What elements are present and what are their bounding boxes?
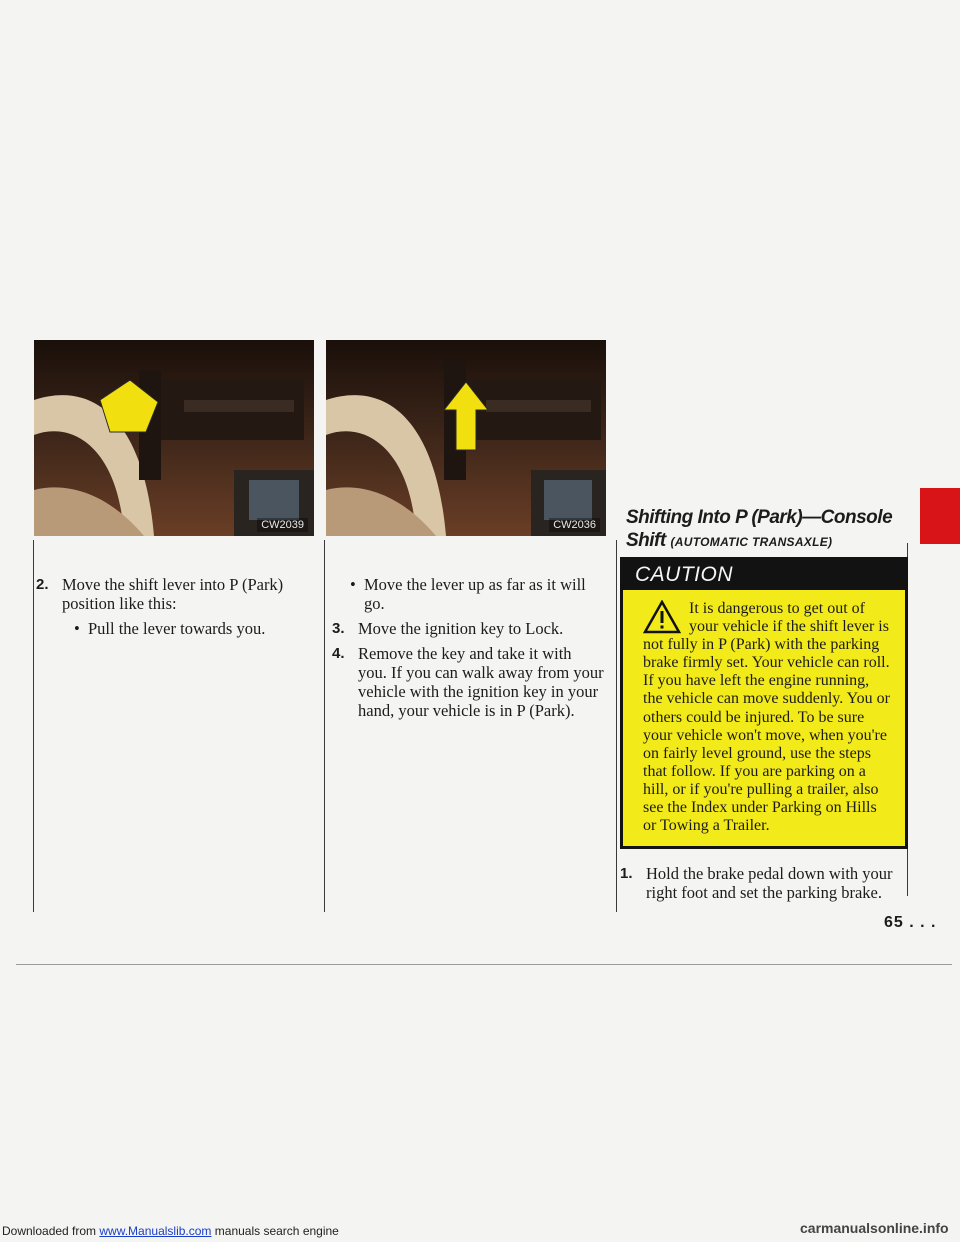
step-number: 3. — [332, 620, 345, 637]
column-1-text — [36, 575, 296, 638]
dashboard-illustration-1 — [34, 340, 314, 536]
column-rule-middle — [324, 540, 325, 912]
section-tab-marker — [920, 488, 960, 544]
step-3 — [332, 619, 604, 638]
step-text: Move the shift lever into P (Park) position like this: — [62, 575, 284, 613]
step-text: Move the ignition key to Lock. — [358, 619, 564, 638]
bullet-pull-lever: • Pull the lever towards you. — [74, 619, 296, 638]
caution-text: It is dangerous to get out of your vehicle if the shift lever is not fully in P (Park) with the parking brake firmly set. Your vehicle can roll. If you have left the engine running, the vehicle can move suddenly. You or others could be injured. To be sure your vehicle won't move, when you're on fairly level ground, use the steps that follow. If you are parking on a hill, or if you're pulling a trailer, also see the Index under Parking on Hills or Towing a Trailer. — [643, 600, 890, 835]
step-2 — [36, 575, 296, 613]
caution-box — [620, 557, 908, 849]
heading-line-1: Shifting Into P (Park)—Console — [626, 507, 893, 528]
caution-body — [623, 590, 905, 847]
caution-label: CAUTION — [623, 560, 905, 590]
step-text: Hold the brake pedal down with your right foot and set the parking brake. — [646, 864, 893, 902]
download-source-header — [2, 1224, 339, 1238]
column-2-text — [332, 575, 604, 720]
heading-subtitle: (AUTOMATIC TRANSAXLE) — [670, 535, 833, 549]
step-text: Remove the key and take it with you. If you can walk away from your vehicle with the ignition key in your hand, your vehicle is in P (Park). — [358, 644, 604, 720]
manualslib-link[interactable]: www.Manualslib.com — [99, 1224, 212, 1238]
step-number: 2. — [36, 576, 49, 593]
bottom-rule — [16, 964, 952, 965]
column-3-text — [620, 864, 905, 902]
step-number: 1. — [620, 865, 633, 882]
heading-line-2: Shift — [626, 530, 666, 551]
column-rule-right — [616, 540, 617, 912]
page-number: 65 . . . — [884, 914, 937, 931]
figure-code: CW2036 — [549, 518, 600, 532]
figure-code: CW2039 — [257, 518, 308, 532]
header-suffix: manuals search engine — [211, 1224, 339, 1238]
step-number: 4. — [332, 645, 345, 662]
step-1 — [620, 864, 905, 902]
section-heading — [626, 506, 916, 554]
photo-shift-lever-1 — [34, 340, 314, 536]
step-4 — [332, 644, 604, 720]
dashboard-illustration-2 — [326, 340, 606, 536]
photo-shift-lever-2 — [326, 340, 606, 536]
column-rule-left — [33, 540, 34, 912]
header-prefix: Downloaded from — [2, 1224, 100, 1238]
watermark-footer: carmanualsonline.info — [800, 1220, 949, 1236]
warning-triangle-icon — [643, 600, 681, 634]
bullet-move-lever-up: • Move the lever up as far as it will go. — [350, 575, 604, 613]
